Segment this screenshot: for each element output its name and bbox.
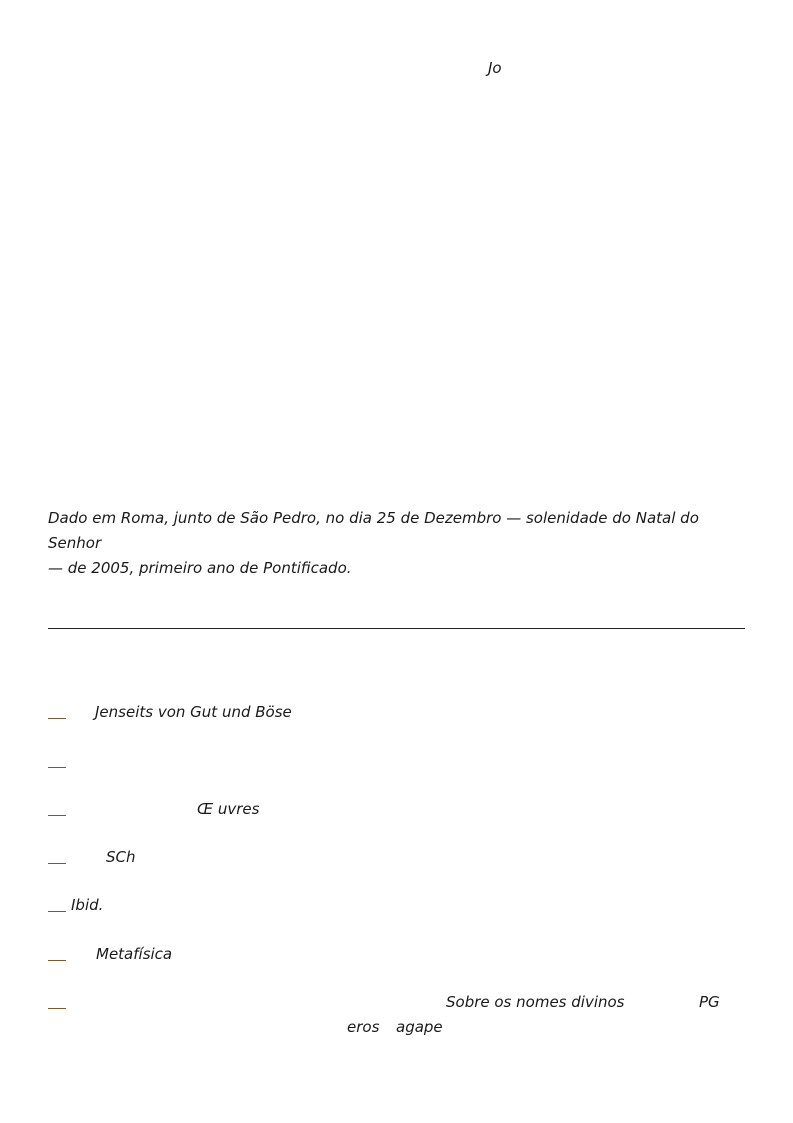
footnote-text: SCh — [106, 848, 136, 866]
footnote-text: agape — [396, 1018, 443, 1036]
footnote-text: Metafísica — [96, 945, 173, 963]
footnote-marker — [48, 863, 66, 864]
closing-line-2: — de 2005, primeiro ano de Pontificado. — [48, 559, 352, 577]
footnote-separator — [48, 628, 745, 629]
footnote-marker — [48, 815, 66, 816]
footnote-marker — [48, 1008, 66, 1009]
footnote-text: PG — [699, 993, 720, 1011]
footnote-text: eros — [347, 1018, 380, 1036]
page-text-fragment: Jo — [488, 59, 502, 77]
closing-line-1: Dado em Roma, junto de São Pedro, no dia 25 de Dezembro — solenidade do Natal do Senhor — [48, 509, 699, 552]
footnote-text: Sobre os nomes divinos — [446, 993, 625, 1011]
closing-date-paragraph — [48, 506, 748, 581]
footnote-text: Jenseits von Gut und Böse — [95, 703, 292, 721]
footnote-marker — [48, 767, 66, 768]
footnote-marker — [48, 960, 66, 961]
footnote-text: Ibid. — [71, 896, 104, 914]
footnote-marker — [48, 911, 66, 912]
footnote-text: Œ uvres — [197, 800, 260, 818]
footnote-marker — [48, 718, 66, 719]
